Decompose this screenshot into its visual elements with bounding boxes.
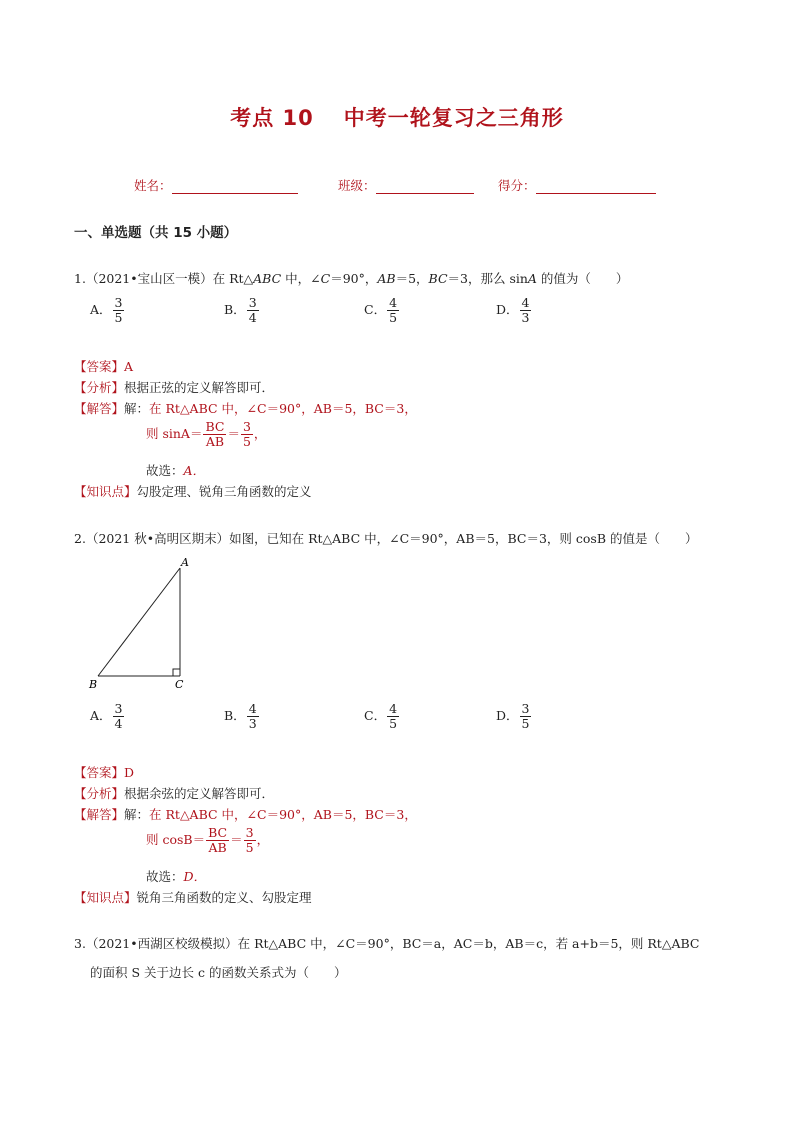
solution-line: 在 Rt△ABC 中，∠C＝90°，AB＝5，BC＝3，	[149, 401, 417, 416]
title-part1: 考点 10	[230, 106, 314, 130]
score-blank[interactable]	[536, 181, 656, 194]
numerator: 3	[114, 295, 123, 310]
vertex-a-label: A	[181, 556, 189, 569]
q2-option-c[interactable]	[364, 702, 400, 731]
denominator: 3	[521, 310, 530, 325]
question-3-line2: 的面积 S 关于边长 c 的函数关系式为（ ）	[90, 965, 347, 980]
numerator: 3	[245, 825, 254, 840]
option-fraction	[520, 702, 532, 731]
right-angle-mark	[173, 669, 180, 676]
q1-number: 1.	[74, 271, 86, 286]
option-fraction	[247, 702, 259, 731]
title-part2: 中考一轮复习之三角形	[343, 106, 564, 130]
formula-fraction	[244, 826, 256, 855]
solution-lead: 解：	[124, 401, 150, 416]
q1-solution	[74, 399, 417, 417]
option-fraction	[387, 702, 399, 731]
q1-choose	[146, 461, 205, 479]
question-2	[74, 529, 697, 547]
question-1	[74, 269, 628, 287]
option-letter: D．	[496, 302, 519, 317]
numerator: 4	[248, 701, 257, 716]
edge-ab	[98, 568, 180, 676]
q1-analysis	[74, 378, 274, 396]
solution-tag: 【解答】	[74, 807, 125, 822]
q3-source: （2021•西湖区校级模拟）	[85, 936, 238, 951]
option-fraction	[520, 296, 532, 325]
formula-fraction	[203, 420, 226, 449]
q1-var: BC	[428, 271, 448, 286]
denominator: 5	[242, 434, 251, 449]
section-heading: 一、单选题（共 15 小题）	[74, 225, 238, 241]
numerator: BC	[208, 825, 228, 840]
q3-number: 3.	[74, 936, 86, 951]
denominator: 5	[245, 840, 254, 855]
analysis-text: 根据余弦的定义解答即可．	[124, 786, 275, 801]
q1-option-c[interactable]	[364, 296, 400, 325]
q2-choose	[146, 867, 206, 885]
name-blank[interactable]	[172, 181, 298, 194]
q2-number: 2.	[74, 531, 86, 546]
numerator: 4	[521, 295, 530, 310]
knowledge-text: 勾股定理、锐角三角函数的定义	[136, 484, 312, 499]
numerator: 4	[389, 295, 398, 310]
denominator: 4	[114, 716, 123, 731]
solution-lead: 解：	[124, 807, 150, 822]
numerator: 3	[521, 701, 530, 716]
knowledge-tag: 【知识点】	[74, 484, 137, 499]
choose-value: D．	[183, 869, 207, 884]
option-fraction	[113, 702, 125, 731]
option-fraction	[387, 296, 399, 325]
q1-option-d[interactable]	[496, 296, 532, 325]
solution-tag: 【解答】	[74, 401, 125, 416]
numerator: BC	[205, 419, 225, 434]
knowledge-tag: 【知识点】	[74, 890, 137, 905]
choose-value: A．	[183, 463, 206, 478]
option-fraction	[247, 296, 259, 325]
q1-text: 在 Rt△	[212, 271, 254, 286]
numerator: 3	[114, 701, 123, 716]
analysis-tag: 【分析】	[74, 786, 125, 801]
numerator: 3	[248, 295, 257, 310]
denominator: AB	[208, 840, 227, 855]
formula-tail: ，	[253, 426, 267, 441]
q1-text: 的值为（ ）	[536, 271, 629, 286]
option-fraction	[113, 296, 125, 325]
q1-text: ＝5，	[395, 271, 429, 286]
score-label: 得分：	[498, 178, 536, 193]
option-letter: C．	[364, 708, 387, 723]
choose-label: 故选：	[146, 869, 184, 884]
page-title	[0, 102, 794, 132]
q2-analysis	[74, 784, 274, 802]
q1-knowledge	[74, 482, 312, 500]
formula-tail: ，	[256, 832, 270, 847]
option-letter: A．	[90, 302, 112, 317]
knowledge-text: 锐角三角函数的定义、勾股定理	[136, 890, 312, 905]
q2-knowledge	[74, 888, 312, 906]
vertex-b-label: B	[89, 678, 98, 691]
q2-solution-formula	[146, 826, 269, 855]
score-field[interactable]	[498, 176, 656, 194]
choose-label: 故选：	[146, 463, 184, 478]
q1-var: C	[320, 271, 331, 286]
option-letter: D．	[496, 708, 519, 723]
equals-sign: ＝	[230, 832, 243, 847]
denominator: 4	[248, 310, 257, 325]
denominator: 3	[248, 716, 257, 731]
formula-fraction	[241, 420, 253, 449]
answer-value: D	[124, 765, 135, 780]
denominator: 5	[389, 310, 398, 325]
answer-value: A	[124, 359, 134, 374]
q1-text: 中，∠	[281, 271, 321, 286]
class-label: 班级：	[338, 178, 376, 193]
answer-tag: 【答案】	[74, 359, 125, 374]
formula-lead: 则 cosB＝	[146, 832, 206, 847]
q2-source: （2021 秋•高明区期末）	[85, 531, 230, 546]
analysis-text: 根据正弦的定义解答即可．	[124, 380, 275, 395]
q1-answer	[74, 357, 133, 375]
analysis-tag: 【分析】	[74, 380, 125, 395]
formula-fraction	[206, 826, 229, 855]
q1-text: ＝90°，	[330, 271, 378, 286]
q2-option-b[interactable]	[224, 702, 260, 731]
numerator: 3	[242, 419, 251, 434]
q2-text: 如图，已知在 Rt△ABC 中，∠C＝90°，AB＝5，BC＝3，则 cosB 的值是（ ）	[229, 531, 698, 546]
q3-text: 在 Rt△ABC 中，∠C＝90°，BC＝a，AC＝b，AB＝c，若 a+b＝5，则 Rt△ABC	[237, 936, 700, 951]
class-field[interactable]	[338, 176, 474, 194]
denominator: 5	[521, 716, 530, 731]
option-letter: A．	[90, 708, 112, 723]
question-3	[74, 934, 699, 952]
answer-tag: 【答案】	[74, 765, 125, 780]
option-letter: B．	[224, 302, 246, 317]
denominator: 5	[389, 716, 398, 731]
formula-lead: 则 sinA＝	[146, 426, 203, 441]
q2-solution	[74, 805, 417, 823]
q1-var: AB	[377, 271, 396, 286]
equals-sign: ＝	[227, 426, 240, 441]
q2-option-a[interactable]	[90, 702, 125, 731]
denominator: AB	[205, 434, 225, 449]
class-blank[interactable]	[376, 181, 474, 194]
triangle-figure	[84, 554, 204, 694]
q2-answer	[74, 763, 134, 781]
name-field[interactable]	[134, 176, 298, 194]
name-label: 姓名：	[134, 178, 172, 193]
q1-option-b[interactable]	[224, 296, 260, 325]
q1-solution-formula	[146, 420, 266, 449]
option-letter: C．	[364, 302, 387, 317]
solution-line: 在 Rt△ABC 中，∠C＝90°，AB＝5，BC＝3，	[149, 807, 417, 822]
numerator: 4	[389, 701, 398, 716]
option-letter: B．	[224, 708, 246, 723]
denominator: 5	[114, 310, 123, 325]
q1-var: ABC	[253, 271, 282, 286]
q1-text: ＝3，那么 sin	[447, 271, 528, 286]
q1-var: A	[527, 271, 537, 286]
q1-source: （2021•宝山区一模）	[85, 271, 213, 286]
q2-option-d[interactable]	[496, 702, 532, 731]
vertex-c-label: C	[175, 678, 184, 691]
q1-option-a[interactable]	[90, 296, 125, 325]
